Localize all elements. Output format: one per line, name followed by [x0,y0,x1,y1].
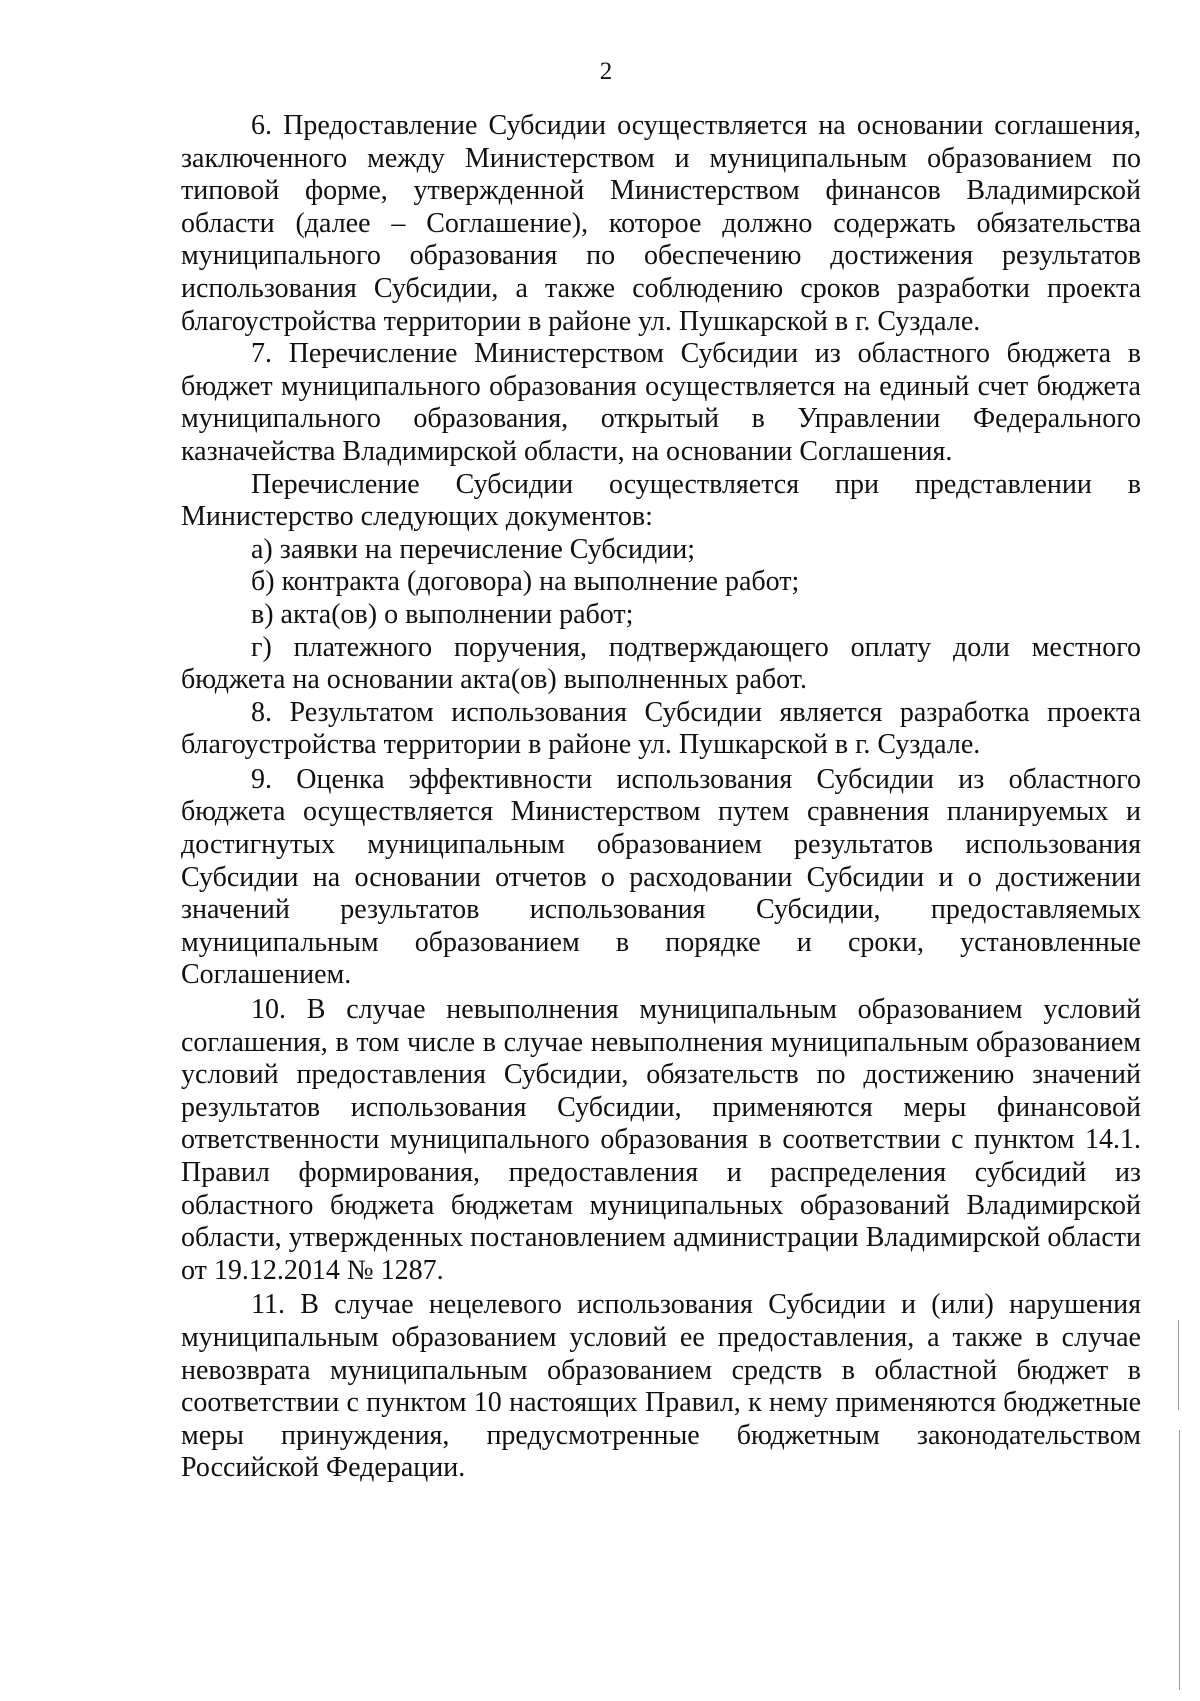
paragraph-6: 6. Предоставление Субсидии осуществляется на основании соглашения, заключенного между Министерством и муниципальным образованием по типовой форме, утвержденной Министерством финансов Владимирской области (далее – Соглашение), которое должно содержать обязательства муниципального образования по обеспечению достижения результатов использования Субсидии, а также соблюдению сроков разработки проекта благоустройства территории в районе ул. Пушкарской в г. Суздале. [181,110,1141,337]
document-body [181,110,1141,1485]
list-item-v: в) акта(ов) о выполнении работ; [251,598,634,630]
page-number: 2 [599,58,613,85]
scan-mark-right [1178,1320,1179,1410]
list-item-b: б) контракта (договора) на выполнение работ; [251,566,800,598]
list-item-g: г) платежного поручения, подтверждающего оплату доли местного бюджета на основании акта(ов) выполненных работ. [181,631,1141,696]
paragraph-documents-intro: Перечисление Субсидии осуществляется при представлении в Министерство следующих документов: [181,468,1141,533]
paragraph-9: 9. Оценка эффективности использования Субсидии из областного бюджета осуществляется Министерством путем сравнения планируемых и достигнутых муниципальным образованием результатов использования Субсидии на основании отчетов о расходовании Субсидии и о достижении значений результатов использования Субсидии, предоставляемых муниципальным образованием в порядке и сроки, установленные Соглашением. [181,763,1141,991]
paragraph-10: 10. В случае невыполнения муниципальным образованием условий соглашения, в том числе в случае невыполнения муниципальным образованием условий предоставления Субсидии, обязательств по достижению значений результатов использования Субсидии, применяются меры финансовой ответственности муниципального образования в соответствии с пунктом 14.1. Правил формирования, предоставления и распределения субсидий из областного бюджета бюджетам муниципальных образований Владимирской области, утвержденных постановлением администрации Владимирской области от 19.12.2014 № 1287. [181,994,1141,1286]
list-item-a: а) заявки на перечисление Субсидии; [251,533,696,565]
paragraph-11: 11. В случае нецелевого использования Субсидии и (или) нарушения муниципальным образованием условий ее предоставления, а также в случае невозврата муниципальным образованием средств в областной бюджет в соответствии с пунктом 10 настоящих Правил, к нему применяются бюджетные меры принуждения, предусмотренные бюджетным законодательством Российской Федерации. [181,1289,1141,1484]
paragraph-7: 7. Перечисление Министерством Субсидии из областного бюджета в бюджет муниципального образования осуществляется на единый счет бюджета муниципального образования, открытый в Управлении Федерального казначейства Владимирской области, на основании Соглашения. [181,338,1141,467]
scan-mark-right-lower [1179,1430,1180,1690]
paragraph-8: 8. Результатом использования Субсидии является разработка проекта благоустройства территории в районе ул. Пушкарской в г. Суздале. [181,696,1141,761]
